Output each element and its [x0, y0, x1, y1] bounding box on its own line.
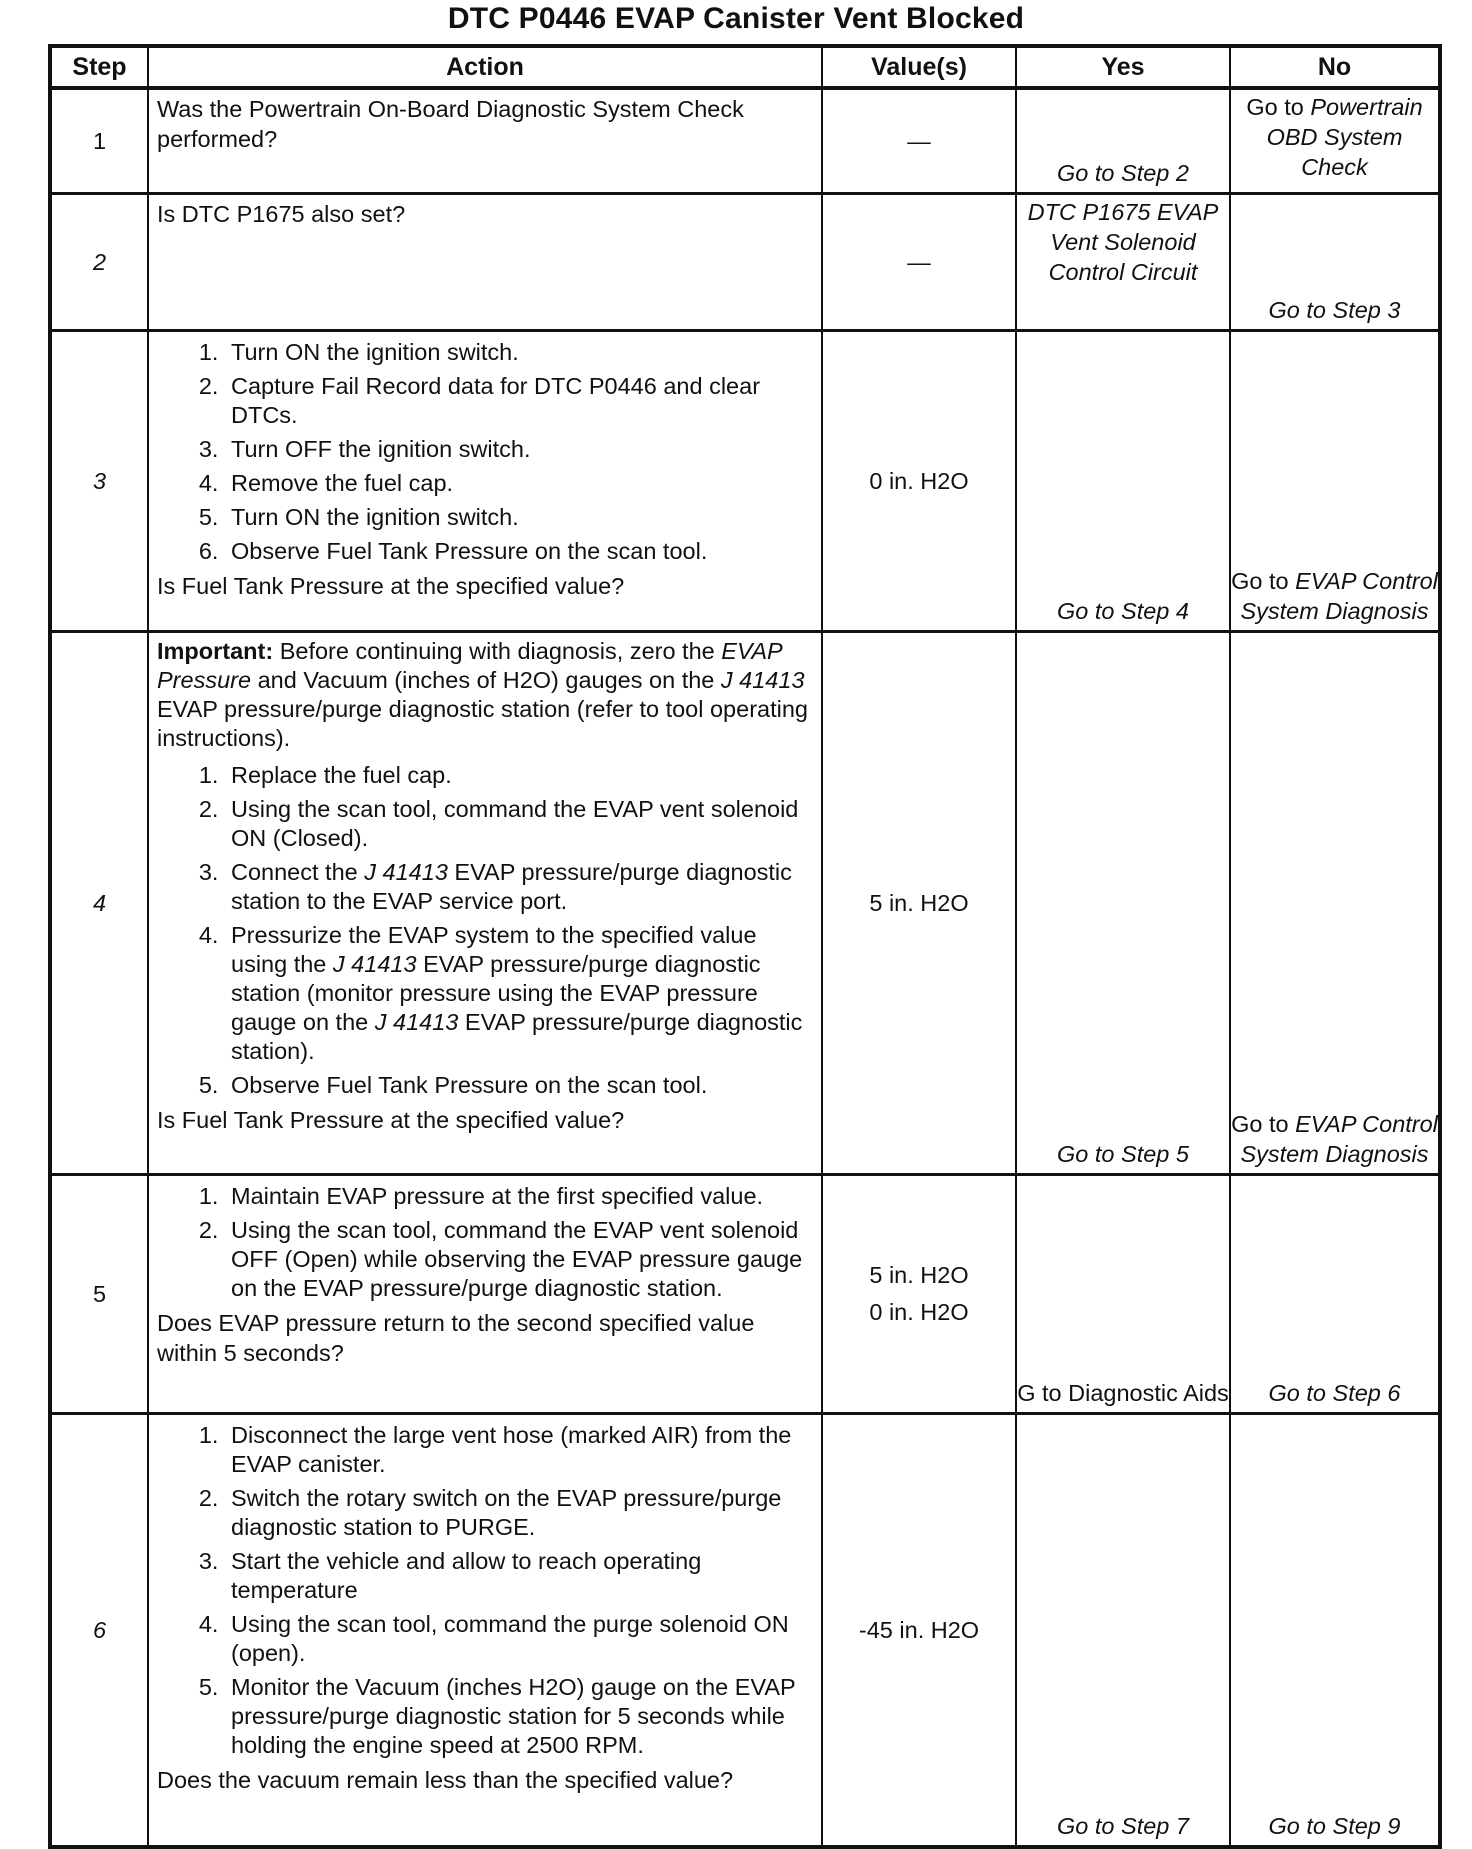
action-text: Is DTC P1675 also set? [148, 194, 822, 331]
action-cell [148, 1175, 822, 1414]
action-cell [148, 1414, 822, 1848]
second-value: 0 in. H2O [869, 1299, 969, 1325]
item-text: EVAP pressure/purge diagnostic station to the EVAP service port. [231, 859, 792, 914]
no-link[interactable] [1230, 1414, 1440, 1848]
yes-link[interactable] [1016, 194, 1230, 331]
step-number-text: 3 [92, 468, 107, 494]
yes-link[interactable]: G to Diagnostic Aids [1016, 1175, 1230, 1414]
list-item: 5. Turn ON the ignition switch. [225, 503, 817, 532]
value-cell: 0 in. H2O [822, 331, 1016, 632]
table-row-step-2 [50, 194, 1440, 331]
item-text: Connect the [231, 859, 365, 885]
no-link-target: EVAP Control System Diagnosis [1240, 1111, 1438, 1167]
item-text: Pressurize the EVAP system to the specified value using the [231, 922, 757, 977]
yes-link[interactable] [1016, 1414, 1230, 1848]
list-item: 2. Switch the rotary switch on the EVAP pressure/purge diagnostic station to PURGE. [225, 1484, 817, 1542]
step-number [50, 1414, 148, 1848]
yes-link-text: Go to Step 7 [1057, 1813, 1189, 1839]
list-item: 2. Using the scan tool, command the EVAP vent solenoid OFF (Open) while observing the EVAP pressure gauge on the EVAP pressure/purge diagnostic station. [225, 1216, 817, 1303]
question-text: Is Fuel Tank Pressure at the specified value? [157, 1107, 625, 1133]
no-link[interactable] [1230, 88, 1440, 194]
question-text: Is Fuel Tank Pressure at the specified value? [157, 573, 625, 599]
value-cell: — [822, 88, 1016, 194]
action-cell [148, 331, 822, 632]
action-cell [148, 632, 822, 1175]
value-cell: — [822, 194, 1016, 331]
table-header-row [50, 46, 1440, 88]
no-link-target: Powertrain OBD System Check [1266, 94, 1423, 180]
action-text: Was the Powertrain On-Board Diagnostic System Check performed? [148, 88, 822, 194]
procedure-list [157, 761, 817, 1100]
step-number [50, 632, 148, 1175]
no-link[interactable] [1230, 632, 1440, 1175]
no-link-prefix: Go to [1231, 1111, 1296, 1137]
list-item: 1. Replace the fuel cap. [225, 761, 817, 790]
important-text: and Vacuum (inches of H2O) gauges on the [251, 667, 721, 693]
tool-number: J 41413 [374, 1009, 459, 1035]
yes-link-text: Go to Step 4 [1057, 598, 1189, 624]
list-item: 5. Observe Fuel Tank Pressure on the scan tool. [225, 1071, 817, 1100]
tool-number: J 41413 [332, 951, 417, 977]
list-item: 2. Using the scan tool, command the EVAP vent solenoid ON (Closed). [225, 795, 817, 853]
value-cell: 5 in. H2O [822, 632, 1016, 1175]
list-item: 1. Turn ON the ignition switch. [225, 338, 817, 367]
table-row-step-6 [50, 1414, 1440, 1848]
tool-number: J 41413 [364, 859, 448, 885]
diagnostic-table [48, 44, 1442, 1849]
no-link-text: Go to Step 3 [1268, 297, 1401, 323]
question-text: Does the vacuum remain less than the specified value? [157, 1767, 734, 1793]
no-link-text: Go to Step 6 [1268, 1380, 1401, 1406]
yes-link[interactable] [1016, 88, 1230, 194]
no-link-target: EVAP Control System Diagnosis [1240, 568, 1438, 624]
tool-number: J 41413 [720, 667, 805, 693]
no-link[interactable] [1230, 1175, 1440, 1414]
step-number [50, 331, 148, 632]
header-step: Step [50, 46, 148, 88]
yes-link[interactable] [1016, 632, 1230, 1175]
table-row-step-3 [50, 331, 1440, 632]
no-link-prefix: Go to [1231, 568, 1296, 594]
header-no: No [1230, 46, 1440, 88]
important-text: EVAP pressure/purge diagnostic station (refer to tool operating instructions). [157, 696, 808, 751]
value-cell [822, 1175, 1016, 1414]
step-number: 1 [50, 88, 148, 194]
list-item [225, 858, 817, 916]
list-item: 4. Using the scan tool, command the purge solenoid ON (open). [225, 1610, 817, 1668]
header-values: Value(s) [822, 46, 1016, 88]
step-number: 5 [50, 1175, 148, 1414]
header-action: Action [148, 46, 822, 88]
important-note [157, 637, 817, 753]
no-link[interactable] [1230, 331, 1440, 632]
step-number-text: 6 [92, 1617, 107, 1643]
list-item: 1. Disconnect the large vent hose (marked AIR) from the EVAP canister. [225, 1421, 817, 1479]
yes-link-text: Go to Step 5 [1057, 1141, 1189, 1167]
table-row-step-1 [50, 88, 1440, 194]
important-label: Important: [157, 638, 274, 664]
step-number-text: 2 [92, 249, 107, 275]
header-yes: Yes [1016, 46, 1230, 88]
list-item: 6. Observe Fuel Tank Pressure on the scan tool. [225, 537, 817, 566]
question-text: Does EVAP pressure return to the second specified value within 5 seconds? [157, 1310, 755, 1366]
no-link-text: Go to Step 9 [1268, 1813, 1401, 1839]
procedure-list [157, 1182, 817, 1303]
table-row-step-4 [50, 632, 1440, 1175]
yes-link-text: DTC P1675 EVAP Vent Solenoid Control Circuit [1027, 199, 1219, 285]
yes-link-text: Go to Step 2 [1057, 160, 1189, 186]
list-item: 5. Monitor the Vacuum (inches H2O) gauge on the EVAP pressure/purge diagnostic station for 5 seconds while holding the engine speed at 2500 RPM. [225, 1673, 817, 1760]
yes-link[interactable] [1016, 331, 1230, 632]
procedure-list [157, 1421, 817, 1760]
no-link[interactable] [1230, 194, 1440, 331]
list-item: 2. Capture Fail Record data for DTC P0446 and clear DTCs. [225, 372, 817, 430]
item-text: EVAP pressure/purge diagnostic station (monitor pressure using the EVAP pressure gauge on the [231, 951, 761, 1035]
important-text: Before continuing with diagnosis, zero the [273, 638, 722, 664]
first-value: 5 in. H2O [869, 1262, 969, 1288]
list-item: 1. Maintain EVAP pressure at the first specified value. [225, 1182, 817, 1211]
value-cell: -45 in. H2O [822, 1414, 1016, 1848]
table-row-step-5 [50, 1175, 1440, 1414]
list-item: 4. Remove the fuel cap. [225, 469, 817, 498]
step-number [50, 194, 148, 331]
list-item: 3. Start the vehicle and allow to reach operating temperature [225, 1547, 817, 1605]
no-link-prefix: Go to [1246, 94, 1311, 120]
important-text-italic: EVAP Pressure [157, 638, 782, 693]
step-number-text: 4 [92, 890, 107, 916]
item-text: EVAP pressure/purge diagnostic station). [231, 1009, 803, 1064]
list-item [225, 921, 817, 1066]
procedure-list [157, 338, 817, 566]
list-item: 3. Turn OFF the ignition switch. [225, 435, 817, 464]
page-title: DTC P0446 EVAP Canister Vent Blocked [447, 2, 1025, 35]
